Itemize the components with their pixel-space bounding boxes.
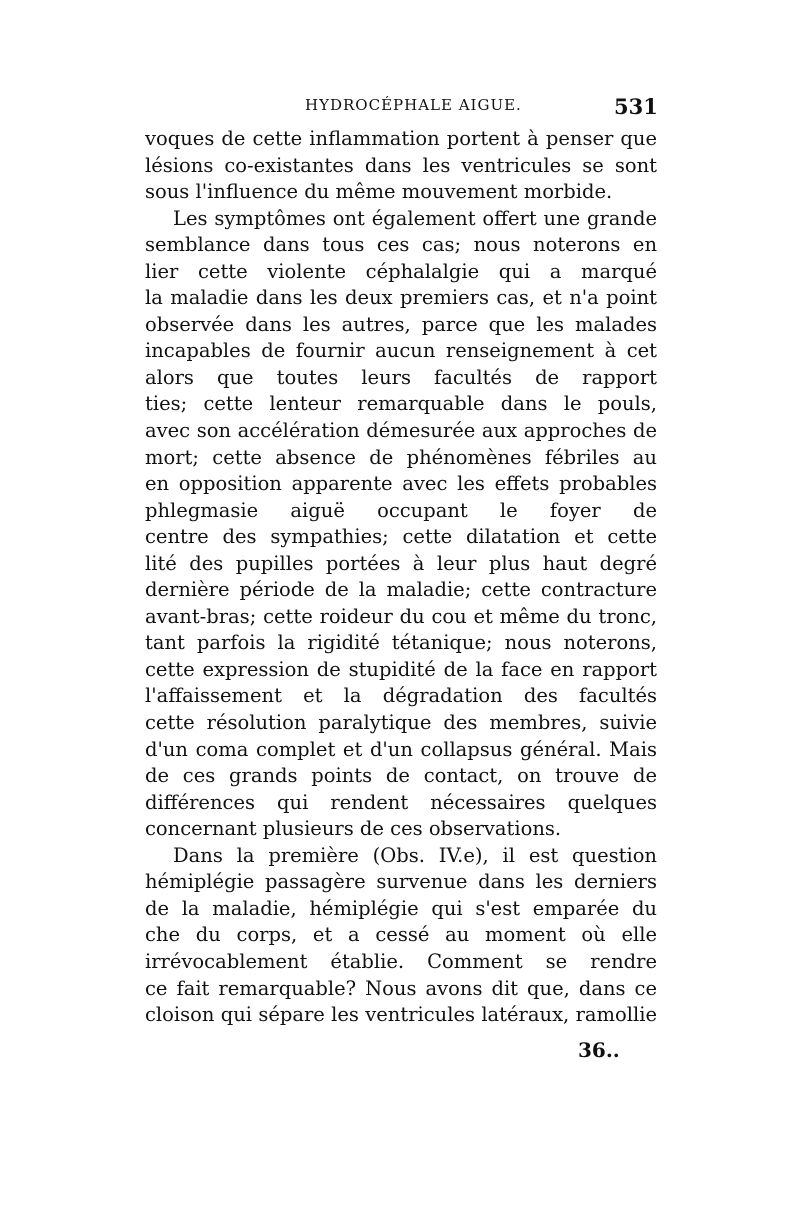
text-line: phlegmasie aiguë occupant le foyer de <box>145 498 657 522</box>
text-line: sous l'influence du même mouvement morbide. <box>145 180 613 204</box>
text-line: incapables de fournir aucun renseignement à cet <box>145 339 657 363</box>
text-line: mort; cette absence de phénomènes fébriles au <box>145 445 657 469</box>
text-line: la maladie dans les deux premiers cas, et n'a point <box>145 286 657 310</box>
text-line: d'un coma complet et d'un collapsus général. Mais <box>145 737 657 761</box>
text-line: ties; cette lenteur remarquable dans le pouls, <box>145 392 657 416</box>
text-line: centre des sympathies; cette dilatation et cette <box>145 525 657 549</box>
text-line: alors que toutes leurs facultés de rapport <box>145 365 657 389</box>
text-line: de ces grands points de contact, on trouve de <box>145 764 657 788</box>
text-line: cette expression de stupidité de la face en rapport <box>145 657 657 681</box>
text-line: lité des pupilles portées à leur plus haut degré <box>145 551 657 575</box>
text-line: lésions co-existantes dans les ventricules se sont <box>145 153 657 177</box>
page-header <box>0 96 800 126</box>
text-line: lier cette violente céphalalgie qui a marqué <box>145 259 657 283</box>
text-line: semblance dans tous ces cas; nous noterons en <box>145 233 657 257</box>
text-line: Dans la première (Obs. IV.e), il est question <box>173 843 657 867</box>
text-line: Les symptômes ont également offert une grande <box>173 206 657 230</box>
running-title: HYDROCÉPHALE AIGUE. <box>305 96 522 114</box>
text-line: irrévocablement établie. Comment se rendre <box>145 949 657 973</box>
text-line: voques de cette inflammation portent à penser que <box>145 127 657 150</box>
text-line: observée dans les autres, parce que les malades <box>145 312 657 336</box>
text-line: hémiplégie passagère survenue dans les derniers <box>145 870 657 894</box>
text-line: che du corps, et a cessé au moment où elle <box>145 923 657 947</box>
text-line: tant parfois la rigidité tétanique; nous noterons, <box>145 631 657 655</box>
text-line: dernière période de la maladie; cette contracture <box>145 578 657 602</box>
text-line: de la maladie, hémiplégie qui s'est emparée du <box>145 896 657 920</box>
page-number: 531 <box>614 94 658 119</box>
text-line: en opposition apparente avec les effets probables <box>145 472 657 496</box>
text-line: concernant plusieurs de ces observations. <box>145 817 562 841</box>
text-line: l'affaissement et la dégradation des facultés <box>145 684 657 708</box>
text-line: avant-bras; cette roideur du cou et même du tronc, <box>145 604 657 628</box>
text-line: différences qui rendent nécessaires quelques <box>145 790 657 814</box>
body-text <box>145 126 657 1029</box>
text-line: ce fait remarquable? Nous avons dit que, dans ce <box>145 976 657 1000</box>
signature-mark: 36.. <box>578 1038 620 1062</box>
text-line: avec son accélération démesurée aux approches de <box>145 419 657 443</box>
text-line: cloison qui sépare les ventricules latéraux, ramollie <box>145 1003 657 1027</box>
text-line: cette résolution paralytique des membres, suivie <box>145 711 657 735</box>
